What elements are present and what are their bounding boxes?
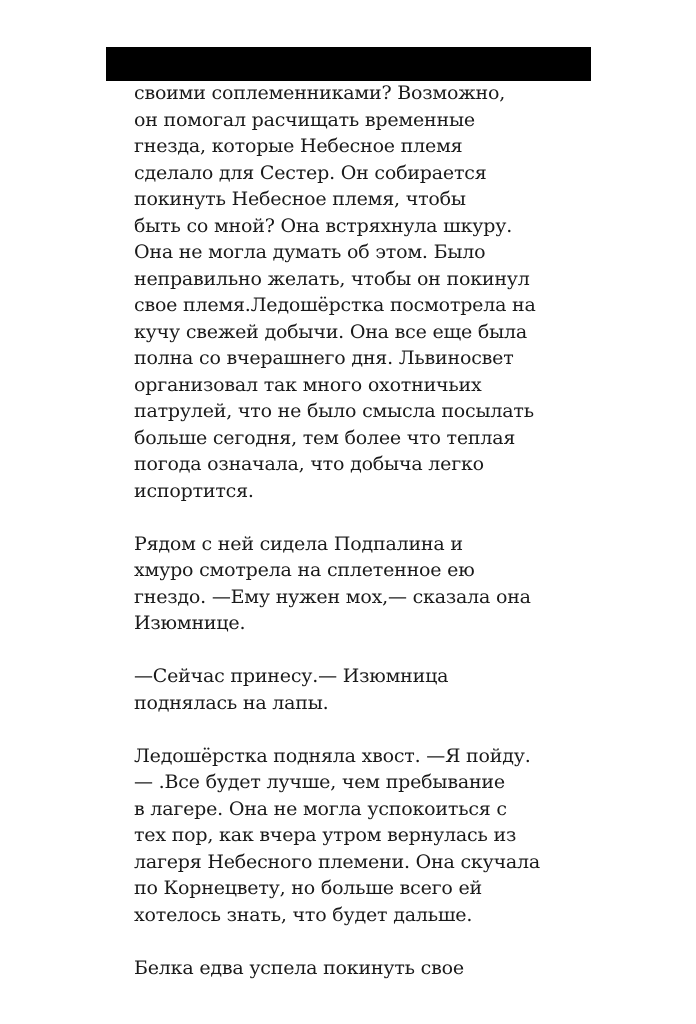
text-line: кучу свежей добычи. Она все еще была xyxy=(134,320,528,343)
text-line: лагеря Небесного племени. Она скучала xyxy=(134,850,541,873)
text-line: Ледошёрстка подняла хвост. —Я пойду. xyxy=(134,744,531,767)
page-text xyxy=(134,80,604,981)
paragraph xyxy=(134,531,604,637)
text-line: своими соплеменниками? Возможно, xyxy=(134,82,506,104)
paragraph-gap xyxy=(134,928,604,955)
text-line: погода означала, что добыча легко xyxy=(134,453,484,475)
paragraph xyxy=(134,743,604,929)
paragraph xyxy=(134,663,604,716)
text-line: Рядом с ней сидела Подпалина и xyxy=(134,532,463,555)
text-line: свое племя.Ледошёрстка посмотрела на xyxy=(134,294,536,316)
text-line: быть со мной? Она встряхнула шкуру. xyxy=(134,214,513,237)
text-line: поднялась на лапы. xyxy=(134,691,329,714)
text-line: покинуть Небесное племя, чтобы xyxy=(134,188,466,210)
text-line: Изюмнице. xyxy=(134,612,246,634)
text-line: гнездо. —Ему нужен мох,— сказала она xyxy=(134,585,531,608)
text-line: Она не могла думать об этом. Было xyxy=(134,241,486,263)
text-line: хмуро смотрела на сплетенное ею xyxy=(134,559,475,581)
text-line: организовал так много охотничьих xyxy=(134,373,482,396)
paragraph-gap xyxy=(134,716,604,743)
text-line: по Корнецвету, но больше всего ей xyxy=(134,877,482,899)
text-line: — .Все будет лучше, чем пребывание xyxy=(134,771,505,793)
text-line: неправильно желать, чтобы он покинул xyxy=(134,267,530,290)
text-line: хотелось знать, что будет дальше. xyxy=(134,903,473,926)
text-line: сделало для Сестер. Он собирается xyxy=(134,161,487,184)
text-line: в лагере. Она не могла успокоиться с xyxy=(134,797,507,820)
text-line: Белка едва успела покинуть свое xyxy=(134,956,464,979)
paragraph xyxy=(134,80,604,504)
text-line: больше сегодня, тем более что теплая xyxy=(134,426,516,449)
text-line: полна со вчерашнего дня. Львиносвет xyxy=(134,347,514,369)
text-line: испортится. xyxy=(134,479,254,502)
text-line: патрулей, что не было смысла посылать xyxy=(134,400,534,422)
text-line: тех пор, как вчера утром вернулась из xyxy=(134,824,517,846)
paragraph-gap xyxy=(134,504,604,531)
text-line: —Сейчас принесу.— Изюмница xyxy=(134,665,449,687)
paragraph xyxy=(134,955,604,982)
text-line: он помогал расчищать временные xyxy=(134,108,475,131)
redaction-bar xyxy=(106,47,591,81)
text-line: гнезда, которые Небесное племя xyxy=(134,135,463,157)
paragraph-gap xyxy=(134,637,604,664)
